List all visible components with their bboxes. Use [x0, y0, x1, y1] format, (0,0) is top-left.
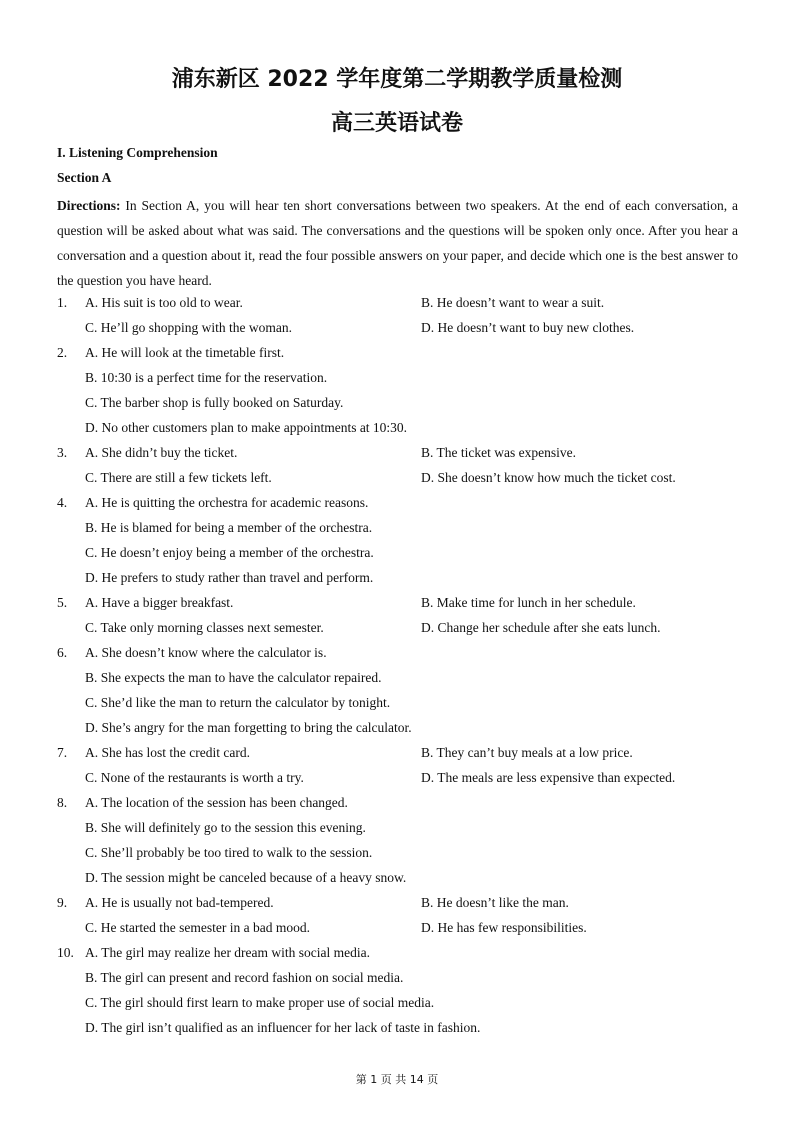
option-c: C. She’d like the man to return the calculator by tonight.: [85, 695, 391, 710]
option-d: D. The session might be canceled because of a heavy snow.: [85, 870, 407, 885]
option-a: A. The location of the session has been changed.: [85, 795, 348, 810]
question-item: [57, 340, 738, 440]
option-d: D. She’s angry for the man forgetting to bring the calculator.: [85, 720, 412, 735]
question-item: [57, 290, 738, 340]
question-number: 3.: [57, 445, 68, 460]
question-item: [57, 640, 738, 740]
option-b: B. He doesn’t want to wear a suit.: [421, 295, 605, 310]
option-b: B. He doesn’t like the man.: [421, 895, 569, 910]
question-number: 7.: [57, 745, 68, 760]
option-b: B. The ticket was expensive.: [421, 445, 576, 460]
option-c: C. She’ll probably be too tired to walk to the session.: [85, 845, 373, 860]
question-number: 5.: [57, 595, 68, 610]
question-number: 4.: [57, 495, 68, 510]
question-number: 2.: [57, 345, 68, 360]
option-c: C. He doesn’t enjoy being a member of the orchestra.: [85, 545, 374, 560]
question-number: 10.: [57, 945, 74, 960]
option-c: C. The girl should first learn to make proper use of social media.: [85, 995, 435, 1010]
option-d: D. He doesn’t want to buy new clothes.: [421, 320, 635, 335]
option-d: D. She doesn’t know how much the ticket cost.: [421, 470, 676, 485]
directions-paragraph: [57, 193, 738, 293]
option-c: C. None of the restaurants is worth a try.: [85, 770, 304, 785]
directions-text: In Section A, you will hear ten short conversations between two speakers. At the end of each conversation, a question will be asked about what was said. The conversations and the questions will be spoken only once. After you hear a conversation and a question about it, read the four possible answers on your paper, and decide which one is the best answer to the question you have heard.: [57, 198, 738, 288]
question-list: [57, 290, 738, 1040]
option-a: A. The girl may realize her dream with social media.: [85, 945, 371, 960]
question-number: 9.: [57, 895, 68, 910]
directions-label: Directions:: [57, 198, 121, 213]
option-d: D. He prefers to study rather than travel and perform.: [85, 570, 374, 585]
option-b: B. The girl can present and record fashion on social media.: [85, 970, 404, 985]
option-d: D. He has few responsibilities.: [421, 920, 587, 935]
option-a: A. Have a bigger breakfast.: [85, 595, 234, 610]
option-a: A. His suit is too old to wear.: [85, 295, 243, 310]
option-d: D. Change her schedule after she eats lunch.: [421, 620, 661, 635]
question-item: [57, 440, 738, 490]
option-d: D. The girl isn’t qualified as an influencer for her lack of taste in fashion.: [85, 1020, 481, 1035]
exam-subtitle: 高三英语试卷: [330, 111, 463, 136]
option-c: C. Take only morning classes next semester.: [85, 620, 324, 635]
option-a: A. He is quitting the orchestra for academic reasons.: [85, 495, 369, 510]
question-item: [57, 940, 738, 1040]
option-a: A. She doesn’t know where the calculator is.: [85, 645, 327, 660]
question-item: [57, 490, 738, 590]
option-d: D. The meals are less expensive than expected.: [421, 770, 676, 785]
exam-title: 浦东新区 2022 学年度第二学期教学质量检测: [171, 67, 623, 92]
question-number: 8.: [57, 795, 68, 810]
section-heading: Section A: [57, 170, 112, 185]
option-b: B. She expects the man to have the calculator repaired.: [85, 670, 382, 685]
option-b: B. They can’t buy meals at a low price.: [421, 745, 633, 760]
option-b: B. 10:30 is a perfect time for the reservation.: [85, 370, 328, 385]
option-a: A. He will look at the timetable first.: [85, 345, 285, 360]
option-c: C. He started the semester in a bad mood.: [85, 920, 310, 935]
option-c: C. The barber shop is fully booked on Saturday.: [85, 395, 344, 410]
question-item: [57, 740, 738, 790]
option-a: A. He is usually not bad-tempered.: [85, 895, 274, 910]
question-number: 1.: [57, 295, 68, 310]
question-number: 6.: [57, 645, 68, 660]
option-d: D. No other customers plan to make appointments at 10:30.: [85, 420, 408, 435]
option-c: C. There are still a few tickets left.: [85, 470, 272, 485]
part-heading: I. Listening Comprehension: [57, 145, 218, 160]
option-b: B. She will definitely go to the session this evening.: [85, 820, 366, 835]
page-footer: 第 1 页 共 14 页: [355, 1073, 439, 1086]
question-item: [57, 890, 738, 940]
option-b: B. He is blamed for being a member of the orchestra.: [85, 520, 373, 535]
option-b: B. Make time for lunch in her schedule.: [421, 595, 636, 610]
option-a: A. She didn’t buy the ticket.: [85, 445, 238, 460]
question-item: [57, 790, 738, 890]
question-item: [57, 590, 738, 640]
option-c: C. He’ll go shopping with the woman.: [85, 320, 292, 335]
option-a: A. She has lost the credit card.: [85, 745, 250, 760]
